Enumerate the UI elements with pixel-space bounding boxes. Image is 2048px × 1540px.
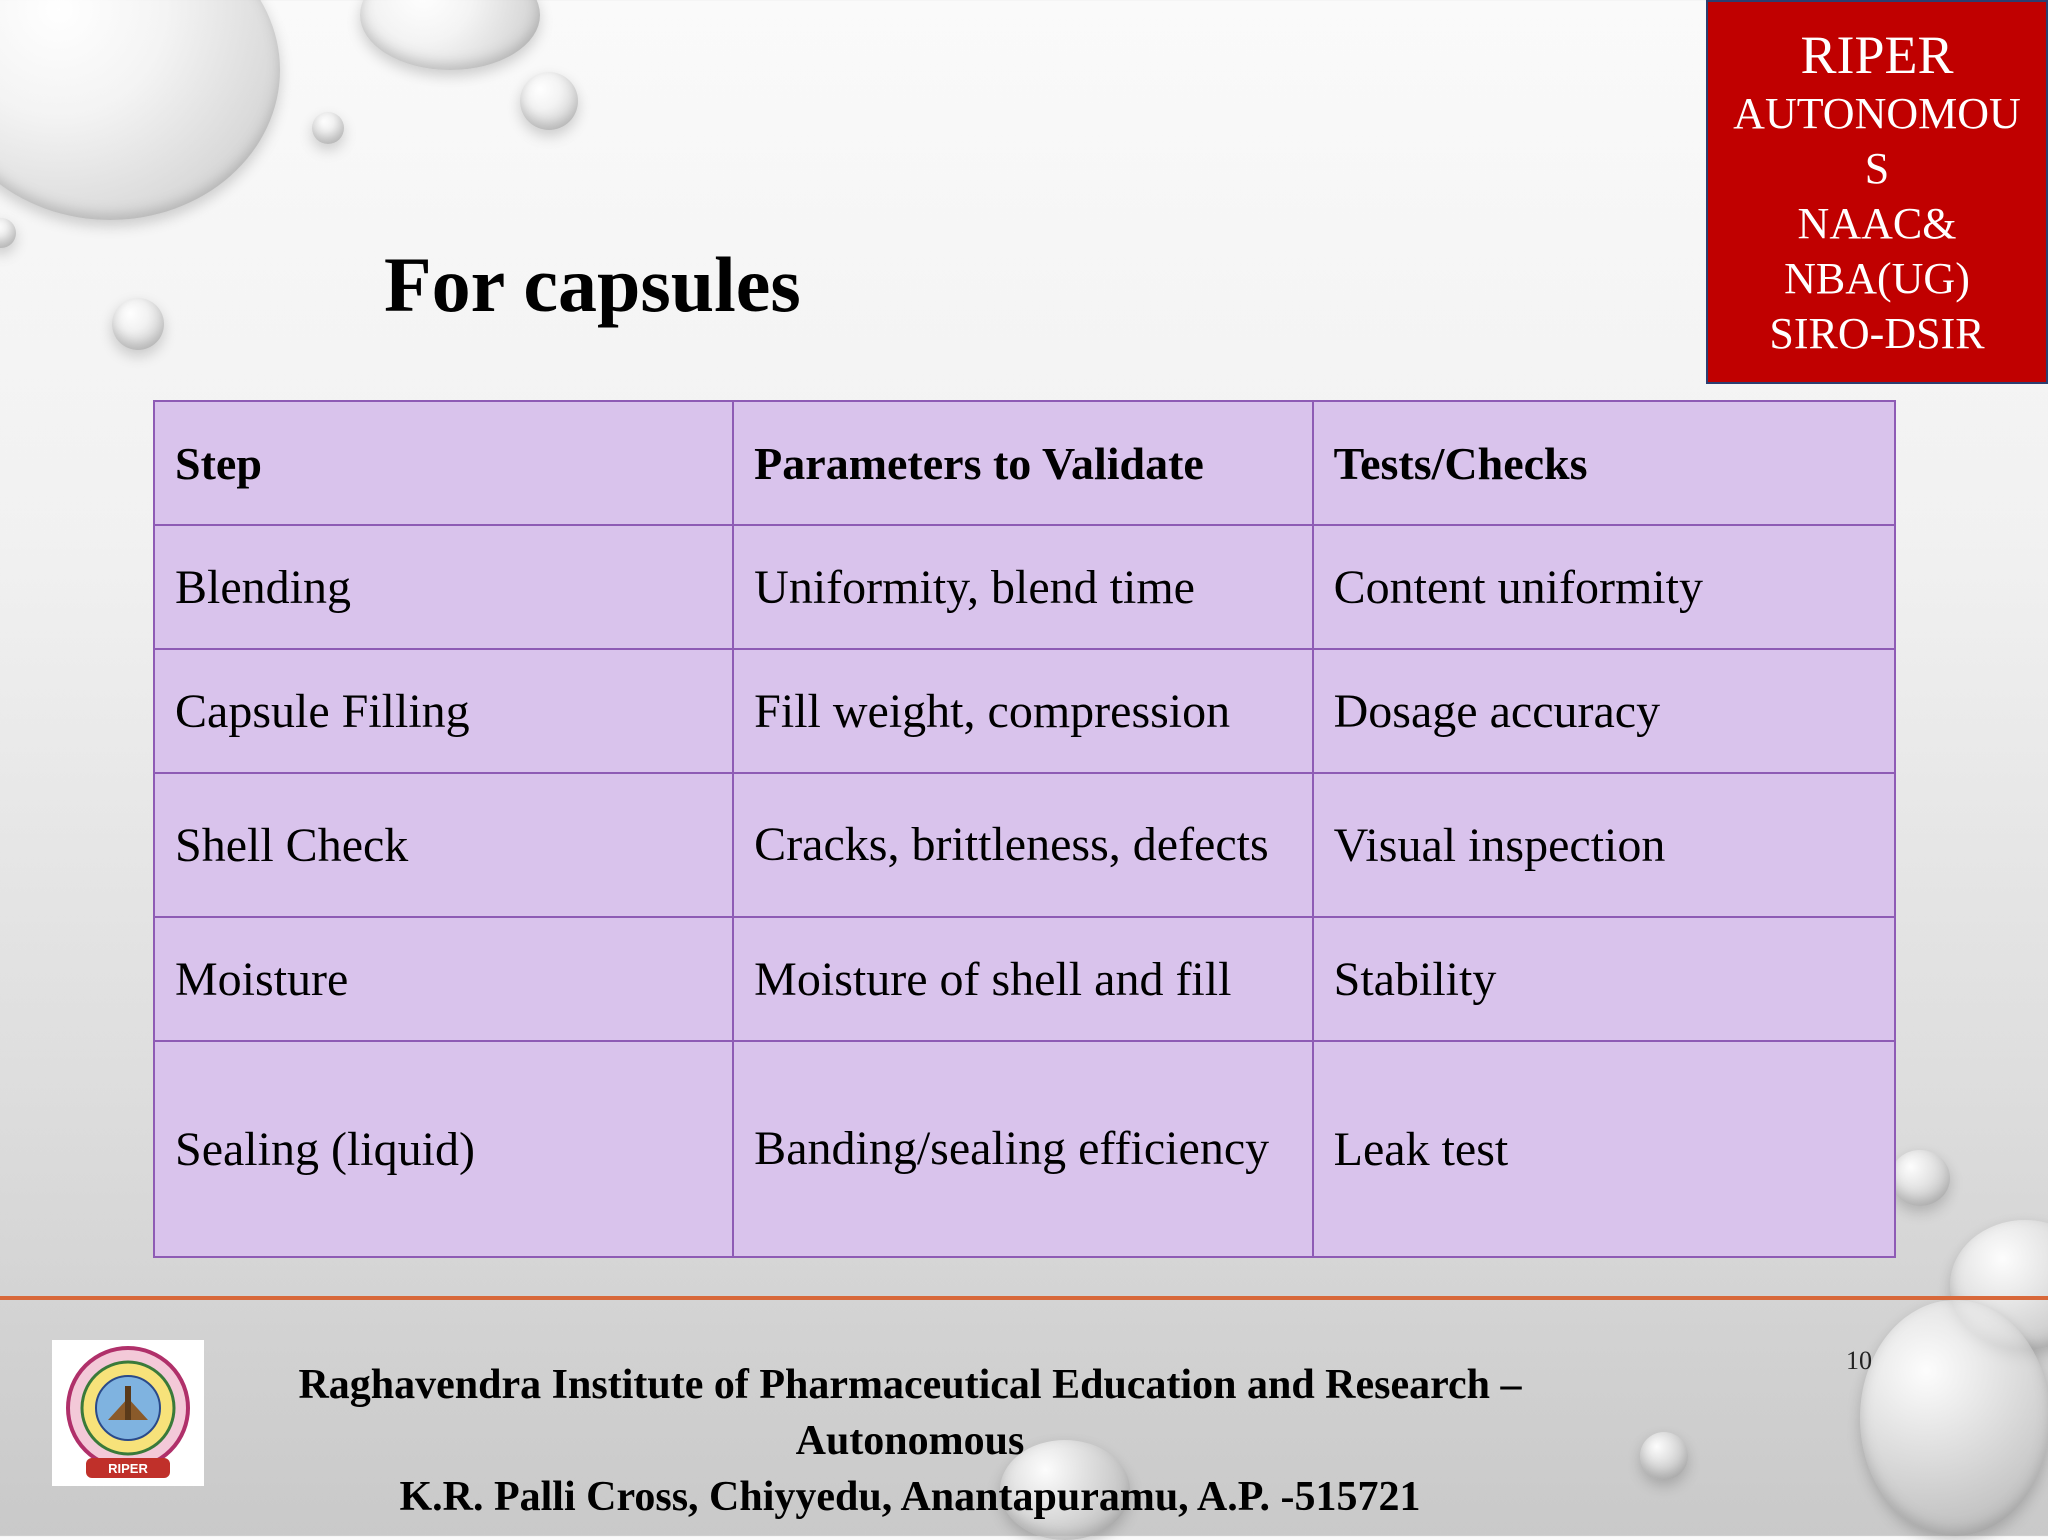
- water-drop-decoration: [520, 72, 578, 130]
- table-row: [154, 649, 1895, 773]
- table-cell: Cracks, brittleness, defects: [733, 773, 1312, 917]
- water-drop-decoration: [360, 0, 540, 70]
- footer-address: K.R. Palli Cross, Chiyyedu, Anantapuramu, A.P. -515721: [399, 1474, 1421, 1520]
- table-cell: Blending: [154, 525, 733, 649]
- column-header-step: Step: [154, 401, 733, 525]
- water-drop-decoration: [0, 218, 16, 248]
- column-header-tests: Tests/Checks: [1313, 401, 1895, 525]
- water-drop-decoration: [112, 298, 164, 350]
- water-drop-decoration: [1890, 1150, 1950, 1206]
- page-number: 10: [1846, 1346, 1872, 1375]
- footer-institute-info: [210, 1357, 1610, 1525]
- table-cell: Banding/sealing efficiency: [733, 1041, 1312, 1257]
- table-cell: Visual inspection: [1313, 773, 1895, 917]
- water-drop-decoration: [0, 0, 280, 220]
- table-row: [154, 1041, 1895, 1257]
- riper-logo-icon: [52, 1340, 204, 1486]
- table-row: [154, 525, 1895, 649]
- water-drop-decoration: [1640, 1432, 1688, 1480]
- accreditation-badge: [1706, 0, 2048, 384]
- badge-line: AUTONOMOU: [1733, 89, 2021, 138]
- table-cell: Capsule Filling: [154, 649, 733, 773]
- footer-institute-name: Raghavendra Institute of Pharmaceutical Education and Research – Autonomous: [298, 1362, 1522, 1464]
- badge-line: S: [1864, 144, 1890, 193]
- svg-text:RIPER: RIPER: [108, 1461, 148, 1476]
- table-cell: Moisture: [154, 917, 733, 1041]
- badge-line: RIPER: [1800, 25, 1954, 85]
- table-cell: Leak test: [1313, 1041, 1895, 1257]
- validation-table: [153, 400, 1896, 1258]
- footer-divider: [0, 1296, 2048, 1300]
- table-cell: Uniformity, blend time: [733, 525, 1312, 649]
- badge-line: SIRO-DSIR: [1769, 309, 1985, 358]
- institute-logo: [52, 1340, 204, 1486]
- table-row: [154, 917, 1895, 1041]
- table-cell: Moisture of shell and fill: [733, 917, 1312, 1041]
- table-cell: Sealing (liquid): [154, 1041, 733, 1257]
- table-cell: Shell Check: [154, 773, 733, 917]
- table-header-row: [154, 401, 1895, 525]
- table-cell: Content uniformity: [1313, 525, 1895, 649]
- table-cell: Stability: [1313, 917, 1895, 1041]
- badge-line: NBA(UG): [1784, 254, 1970, 303]
- water-drop-decoration: [1860, 1300, 2048, 1536]
- table-row: [154, 773, 1895, 917]
- table-cell: Dosage accuracy: [1313, 649, 1895, 773]
- slide-title: For capsules: [384, 241, 801, 328]
- water-drop-decoration: [312, 112, 344, 144]
- table-cell: Fill weight, compression: [733, 649, 1312, 773]
- badge-line: NAAC&: [1797, 199, 1957, 248]
- column-header-parameters: Parameters to Validate: [733, 401, 1312, 525]
